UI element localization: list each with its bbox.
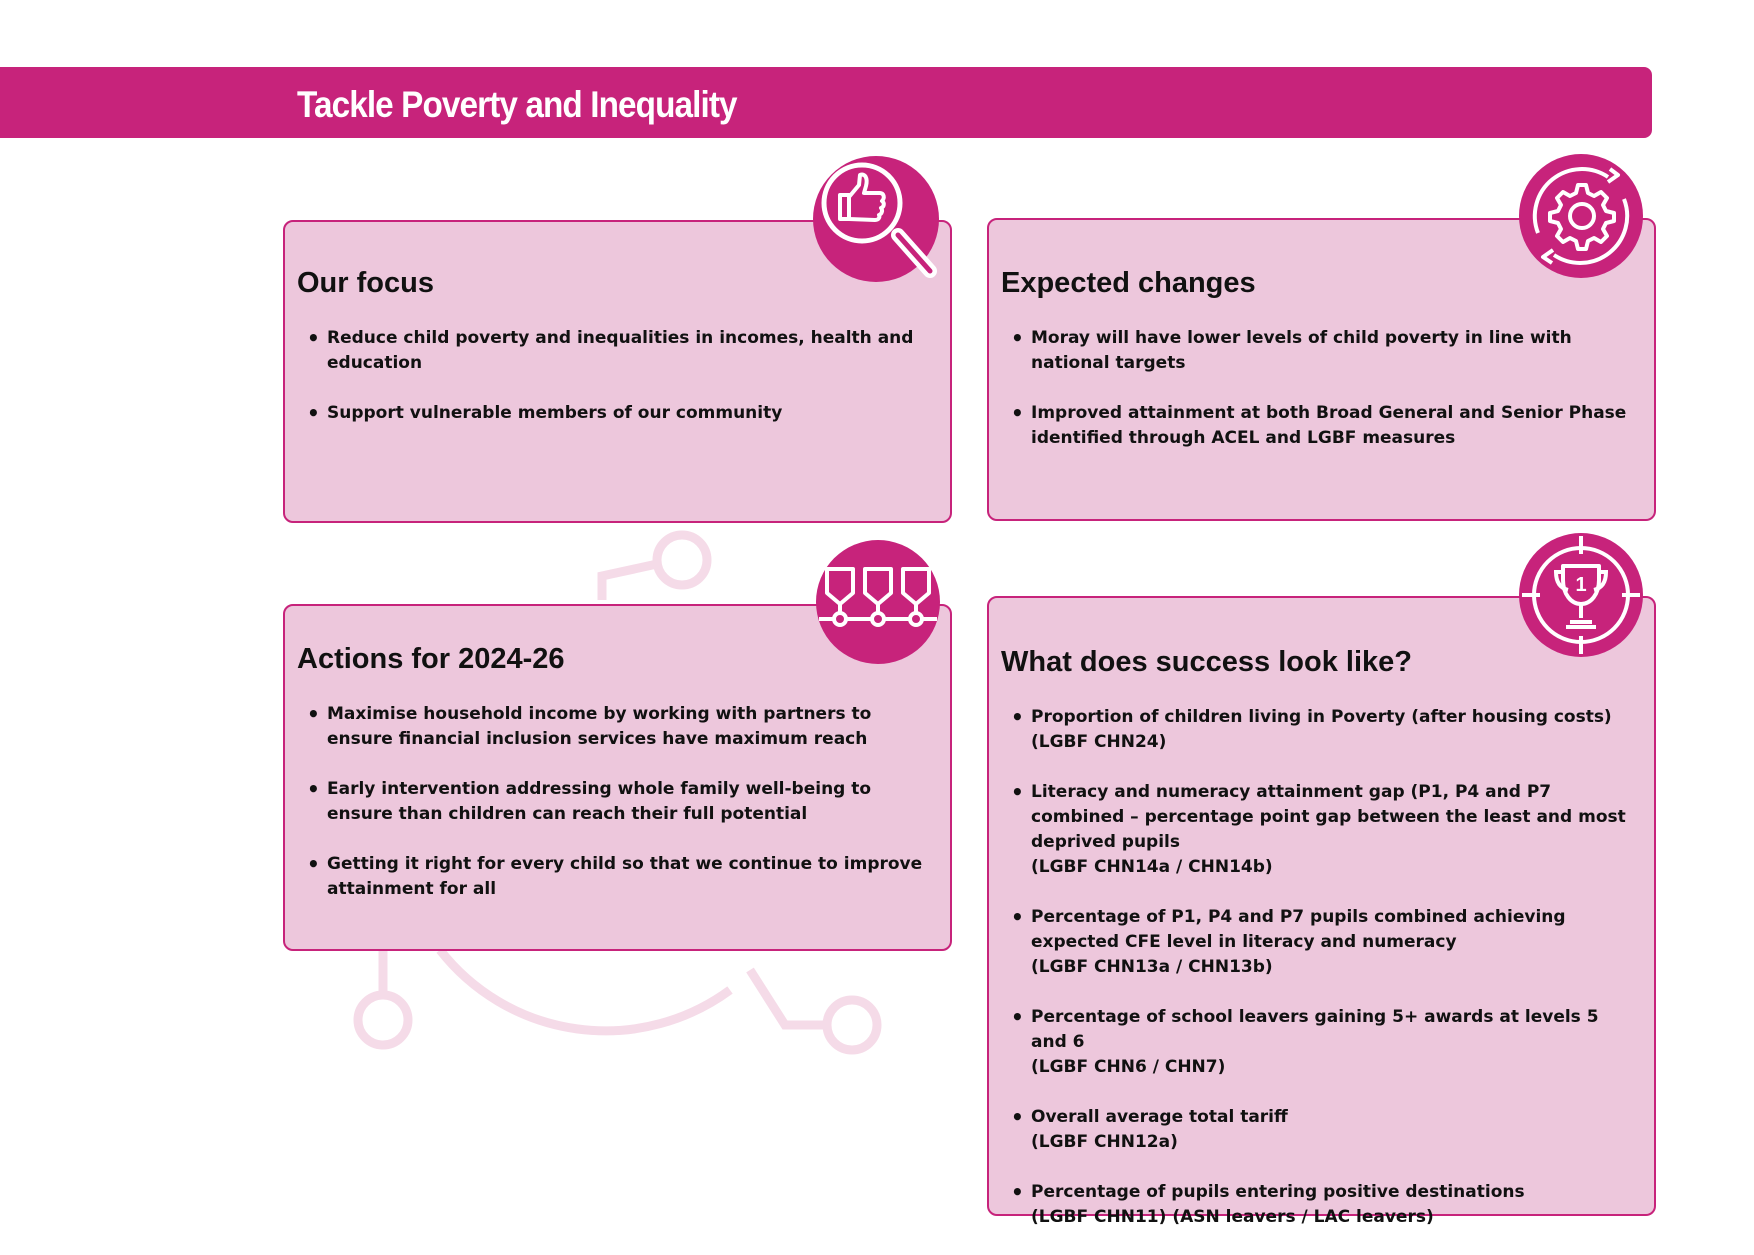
list-item: • Percentage of school leavers gaining 5+ awards at levels 5 and 6 (LGBF CHN6 / CHN7): [1031, 1005, 1636, 1080]
list-item: • Early intervention addressing whole family well-being to ensure than children can reach their full potential: [327, 777, 932, 827]
list-item: • Maximise household income by working with partners to ensure financial inclusion services have maximum reach: [327, 702, 932, 752]
list-item: • Moray will have lower levels of child poverty in line with national targets: [1031, 326, 1636, 376]
list-item: • Reduce child poverty and inequalities in incomes, health and education: [327, 326, 932, 376]
bullet-list: [1001, 705, 1636, 1255]
trophy-number: 1: [1575, 574, 1587, 596]
header-banner: [0, 67, 1652, 138]
thumbs-up-magnifier-icon: [812, 155, 942, 285]
list-item: • Proportion of children living in Poverty (after housing costs) (LGBF CHN24): [1031, 705, 1636, 755]
list-item: • Overall average total tariff (LGBF CHN12a): [1031, 1105, 1636, 1155]
list-item: • Percentage of P1, P4 and P7 pupils combined achieving expected CFE level in literacy and numeracy (LGBF CHN13a / CHN13b): [1031, 905, 1636, 980]
trophy-target-icon: [1518, 532, 1644, 658]
list-item: • Getting it right for every child so that we continue to improve attainment for all: [327, 852, 932, 902]
page-title: Tackle Poverty and Inequality: [297, 84, 737, 125]
list-item: • Support vulnerable members of our community: [327, 401, 932, 426]
bullet-list: [1001, 326, 1636, 476]
bullet-list: [297, 326, 932, 451]
list-item: • Improved attainment at both Broad General and Senior Phase identified through ACEL and LGBF measures: [1031, 401, 1636, 451]
list-item: • Literacy and numeracy attainment gap (P1, P4 and P7 combined – percentage point gap between the least and most deprived pupils (LGBF CHN14a / CHN14b): [1031, 780, 1636, 880]
milestones-icon: [815, 539, 941, 665]
card-title: Actions for 2024-26: [297, 643, 565, 675]
card-title: Expected changes: [1001, 267, 1256, 299]
card-title: What does success look like?: [1001, 646, 1412, 678]
gear-cycle-icon: [1518, 153, 1644, 279]
bullet-list: [297, 702, 932, 927]
card-success: [987, 596, 1656, 1227]
card-title: Our focus: [297, 267, 434, 299]
list-item: • Percentage of pupils entering positive destinations (LGBF CHN11) (ASN leavers / LAC leavers): [1031, 1180, 1636, 1230]
